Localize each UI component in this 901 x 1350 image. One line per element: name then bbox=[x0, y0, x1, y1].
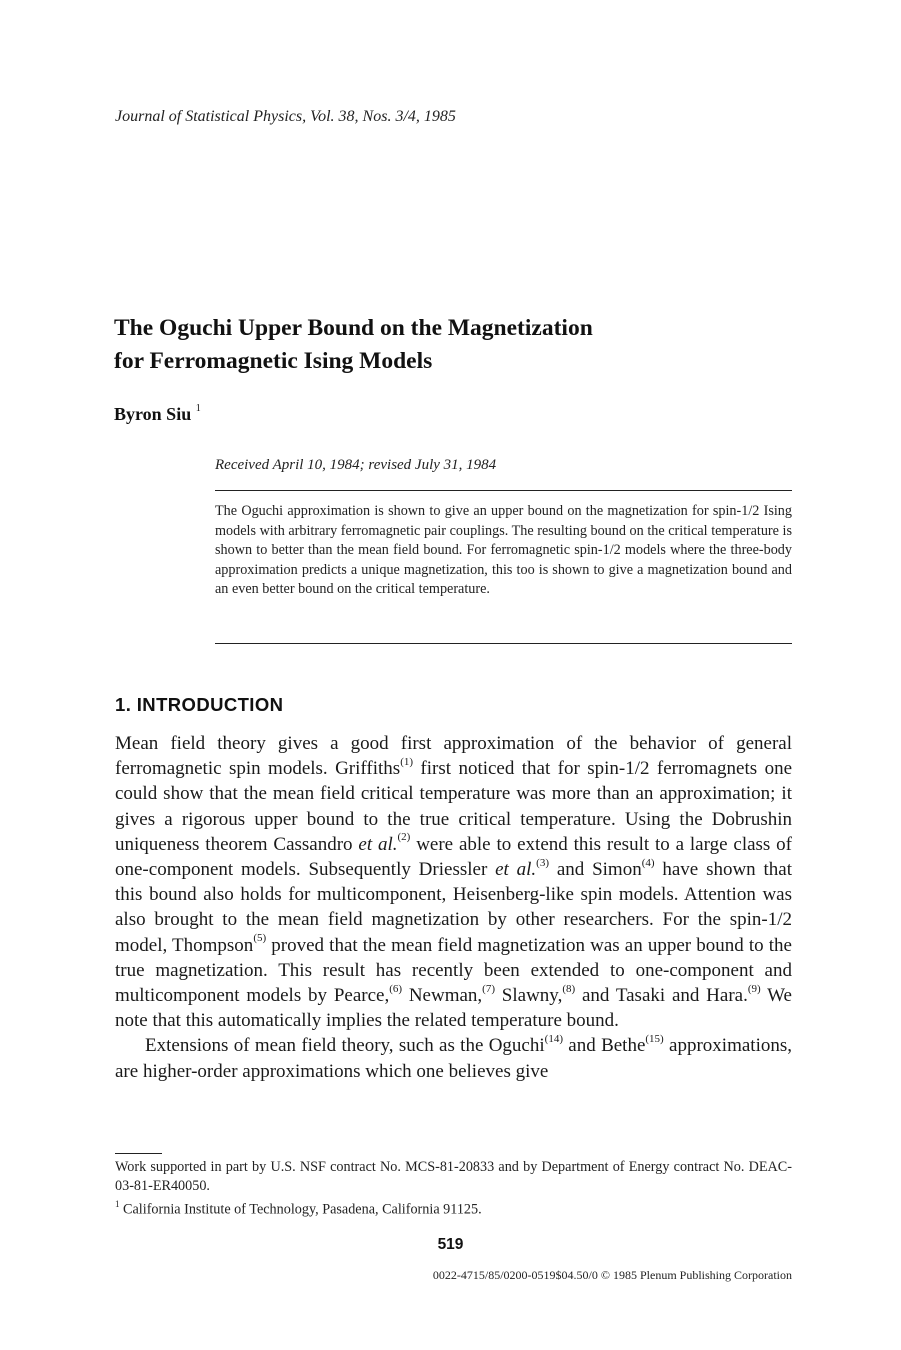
received-dates: Received April 10, 1984; revised July 31, 1984 bbox=[215, 457, 497, 473]
abstract: The Oguchi approximation is shown to give an upper bound on the magnetization for spin-1/2 Ising models with arbitrary ferromagnetic pair couplings. The resulting bound on the critical temperature is shown to better than the mean field bound. For ferromagnetic spin-1/2 models where the three-body approximation predicts a unique magnetization, this too is shown to give a magnetization bound and an even better bound on the critical temperature. bbox=[215, 503, 792, 597]
author-name: Byron Siu bbox=[114, 404, 192, 424]
abstract-top-rule bbox=[215, 490, 792, 491]
citation-2: (2) bbox=[397, 831, 411, 844]
text-run: were able to extend this result to a large class of one-component models. Subsequently Driessler bbox=[115, 833, 792, 881]
text-run: Slawny, bbox=[495, 985, 563, 1007]
author-footnote-mark: 1 bbox=[195, 403, 201, 414]
et-al: et al. bbox=[495, 859, 537, 881]
text-run: Newman, bbox=[402, 985, 483, 1007]
footnote-rule bbox=[115, 1153, 162, 1154]
citation-3: (3) bbox=[536, 856, 549, 869]
text-run: and Simon bbox=[549, 859, 642, 881]
text-run: and Tasaki and Hara. bbox=[575, 985, 748, 1007]
text-run: Extensions of mean field theory, such as the Oguchi bbox=[145, 1035, 545, 1057]
abstract-bottom-rule bbox=[215, 643, 792, 644]
introduction-body bbox=[115, 731, 792, 1084]
text-run: proved that the mean field magnetization was an upper bound to the true magnetization. This result has recently been extended to one-component and multicomponent models by Pearce, bbox=[115, 934, 792, 1007]
intro-paragraph-1 bbox=[115, 731, 792, 1033]
title-line-1: The Oguchi Upper Bound on the Magnetization bbox=[114, 315, 593, 341]
citation-14: (14) bbox=[544, 1033, 563, 1046]
footnotes bbox=[115, 1158, 792, 1220]
text-run: and Bethe bbox=[562, 1035, 646, 1057]
citation-15: (15) bbox=[645, 1033, 664, 1046]
citation-5: (5) bbox=[253, 932, 267, 945]
text-run: Mean field theory gives a good first approximation of the behavior of general ferromagnetic spin models. Griffiths bbox=[115, 733, 792, 780]
citation-4: (4) bbox=[641, 856, 655, 869]
citation-1: (1) bbox=[400, 755, 414, 768]
paper-title bbox=[114, 312, 814, 378]
title-line-2: for Ferromagnetic Ising Models bbox=[114, 348, 433, 374]
footnote-support: Work supported in part by U.S. NSF contract No. MCS-81-20833 and by Department of Energy contract No. DEAC-03-81-ER40050. bbox=[115, 1159, 792, 1194]
citation-6: (6) bbox=[389, 982, 403, 995]
text-run: approximations, are higher-order approximations which one believes give bbox=[115, 1035, 792, 1082]
intro-paragraph-2 bbox=[115, 1033, 792, 1083]
section-heading: 1. INTRODUCTION bbox=[115, 694, 284, 715]
page-number: 519 bbox=[437, 1236, 464, 1253]
journal-citation: Journal of Statistical Physics, Vol. 38, Nos. 3/4, 1985 bbox=[115, 108, 456, 125]
text-run: first noticed that for spin-1/2 ferromagnets one could show that the mean field critical temperature was more than an approximation; it gives a rigorous upper bound to the true critical temperature. Using the Dobrushin uniqueness theorem Cassandro bbox=[115, 758, 793, 855]
citation-9: (9) bbox=[747, 982, 761, 995]
et-al: et al. bbox=[358, 833, 398, 855]
citation-7: (7) bbox=[482, 982, 495, 995]
footnote-affiliation bbox=[115, 1196, 792, 1220]
text-run: have shown that this bound also holds for multicomponent, Heisenberg-like spin models. Attention was also brought to the mean field magnetization by other researchers. For the spin-1/2 model, Thompson bbox=[115, 859, 792, 956]
text-run: We note that this automatically implies the related temperature bound. bbox=[115, 985, 792, 1032]
citation-8: (8) bbox=[562, 982, 576, 995]
copyright-line: 0022-4715/85/0200-0519$04.50/0 © 1985 Plenum Publishing Corporation bbox=[432, 1268, 792, 1282]
affiliation-text: California Institute of Technology, Pasadena, California 91125. bbox=[119, 1201, 482, 1218]
footnote-mark: 1 bbox=[115, 1199, 120, 1209]
author bbox=[114, 404, 201, 425]
